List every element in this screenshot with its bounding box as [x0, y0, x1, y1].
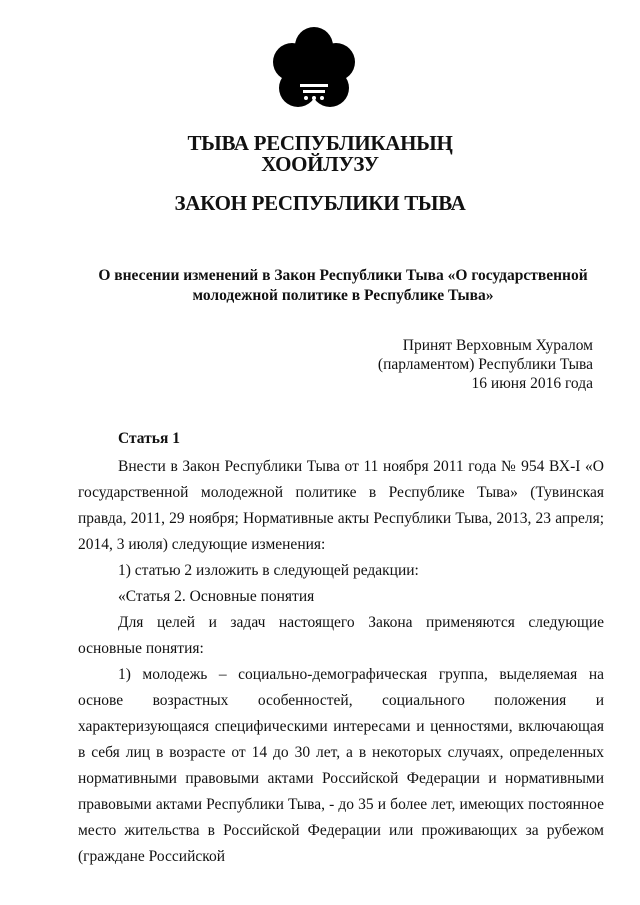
adoption-date: 16 июня 2016 года	[471, 375, 593, 392]
body-paragraph: Внести в Закон Республики Тыва от 11 ноября 2011 года № 954 ВХ-I «О государственной молодежной политике в Республике Тыва» (Тувинская правда, 2011, 29 ноября; Нормативные акты Республики Тыва, 2013, 23 апреля; 2014, 3 июля) следующие изменения:	[78, 458, 604, 553]
body-paragraph: «Статья 2. Основные понятия	[118, 588, 315, 605]
tuva-emblem-icon	[270, 26, 358, 114]
body-paragraph: 1) статью 2 изложить в следующей редакции:	[118, 562, 419, 579]
adoption-line: Принят Верховным Хуралом	[402, 337, 593, 354]
header-title-tuvan-line2: ХООЙЛУЗУ	[261, 152, 379, 176]
law-subject: О внесении изменений в Закон Республики Тыва «О государственной молодежной политике в Республике Тыва»	[98, 267, 588, 304]
law-body	[78, 426, 604, 870]
adoption-line: (парламентом) Республики Тыва	[377, 356, 593, 373]
article-heading: Статья 1	[118, 430, 180, 447]
law-title: ЗАКОН РЕСПУБЛИКИ ТЫВА	[174, 191, 466, 215]
header-title-tuvan-line1: ТЫВА РЕСПУБЛИКАНЫҢ	[187, 131, 453, 155]
body-paragraph: Для целей и задач настоящего Закона применяются следующие основные понятия:	[78, 614, 604, 657]
body-paragraph: 1) молодежь – социально-демографическая группа, выделяемая на основе возрастных особенностей, социального положения и характеризующаяся специфическими интересами и ценностями, включающая в себя лиц в возрасте от 14 до 30 лет, а в некоторых случаях, определенных нормативными правовыми актами Российской Федерации и нормативными правовыми актами Республики Тыва, - до 35 и более лет, имеющих постоянное место жительства в Российской Федерации или проживающих за рубежом (граждане Российской	[78, 666, 604, 865]
adoption-info	[378, 336, 593, 393]
